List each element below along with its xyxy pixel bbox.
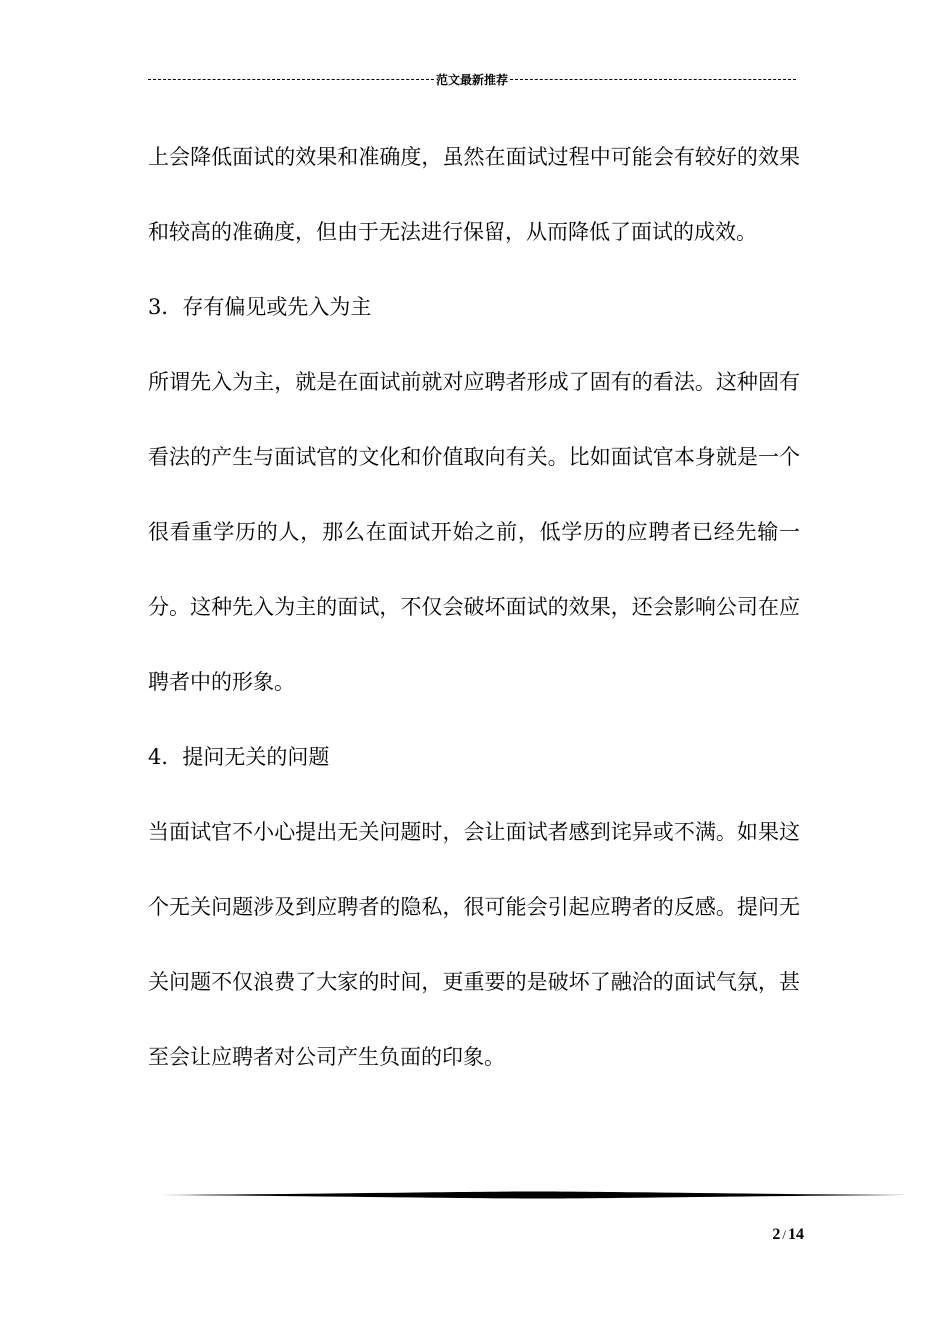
current-page: 2	[772, 1226, 781, 1243]
header-dash-right	[510, 79, 796, 80]
header-dash-left	[148, 79, 434, 80]
footer-rule	[160, 1188, 908, 1202]
page-header	[148, 68, 796, 90]
total-pages: 14	[788, 1226, 804, 1243]
header-title: 范文最新推荐	[436, 72, 509, 87]
page-number	[700, 1226, 804, 1244]
paragraph-bias: 所谓先入为主，就是在面试前就对应聘者形成了固有的看法。这种固有看法的产生与面试官的文化和价值取向有关。比如面试官本身就是一个很看重学历的人，那么在面试开始之前，低学历的应聘者已经先输一分。这种先入为主的面试，不仅会破坏面试的效果，还会影响公司在应聘者中的形象。	[148, 370, 800, 694]
paragraph-continuation: 上会降低面试的效果和准确度，虽然在面试过程中可能会有较好的效果和较高的准确度，但由于无法进行保留，从而降低了面试的成效。	[148, 145, 800, 244]
section-heading-4: 4．提问无关的问题	[148, 745, 330, 769]
page-separator: /	[782, 1227, 786, 1242]
section-heading-3: 3．存有偏见或先入为主	[148, 295, 372, 319]
document-body	[148, 120, 800, 1095]
paragraph-irrelevant-questions: 当面试官不小心提出无关问题时，会让面试者感到诧异或不满。如果这个无关问题涉及到应聘者的隐私，很可能会引起应聘者的反感。提问无关问题不仅浪费了大家的时间，更重要的是破坏了融洽的面试气氛，甚至会让应聘者对公司产生负面的印象。	[148, 820, 800, 1069]
